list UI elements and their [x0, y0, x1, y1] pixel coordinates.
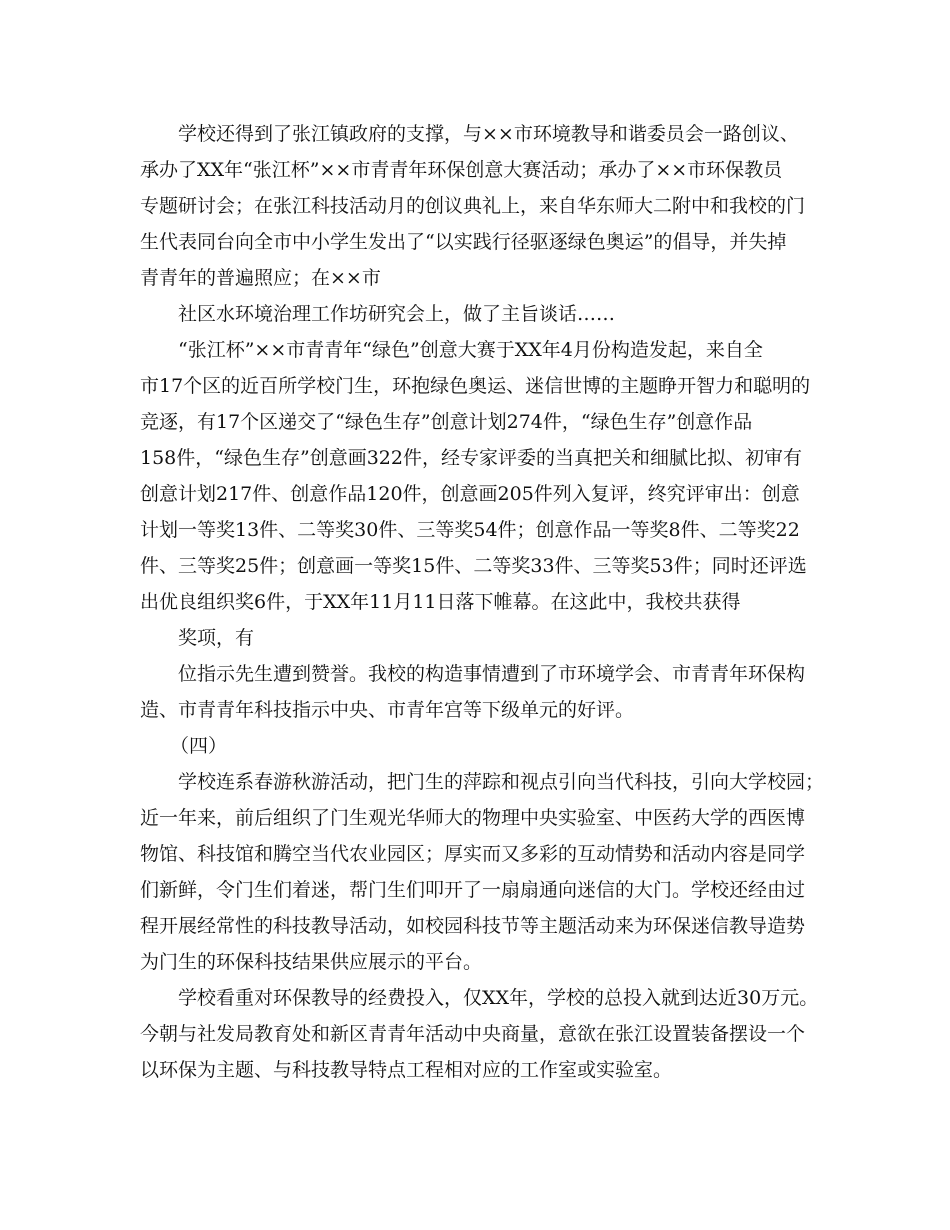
paragraph-line: 位指示先生遭到赞誉。我校的构造事情遭到了市环境学会、市青青年环保构 [178, 663, 806, 685]
paragraph-line: 承办了XX年“张江杯”××市青青年环保创意大赛活动；承办了××市环保教员 [140, 159, 783, 181]
paragraph-line: 158件，“绿色生存”创意画322件，经专家评委的当真把关和细腻比拟、初审有 [140, 447, 802, 469]
paragraph-line: 造、市青青年科技指示中央、市青年宫等下级单元的好评。 [140, 699, 635, 721]
paragraph-line: 们新鲜，令门生们着迷，帮门生们叩开了一扇扇通向迷信的大门。学校还经由过 [140, 879, 806, 901]
paragraph-line: 青青年的普遍照应；在××市 [140, 267, 381, 289]
paragraph-line: 专题研讨会；在张江科技活动月的创议典礼上，来自华东师大二附中和我校的门 [140, 195, 806, 217]
paragraph-line: 为门生的环保科技结果供应展示的平台。 [140, 951, 483, 973]
paragraph-line: 学校还得到了张江镇政府的支撑，与××市环境教导和谐委员会一路创议、 [178, 123, 799, 145]
paragraph-line: 近一年来，前后组织了门生观光华师大的物理中央实验室、中医药大学的西医博 [140, 807, 806, 829]
paragraph-line: 学校连系春游秋游活动，把门生的萍踪和视点引向当代科技，引向大学校园； [178, 771, 825, 793]
section-heading: （四） [170, 735, 228, 757]
paragraph-line: 程开展经常性的科技教导活动，如校园科技节等主题活动来为环保迷信教导造势 [140, 915, 806, 937]
paragraph-line: 件、三等奖25件；创意画一等奖15件、二等奖33件、三等奖53件；同时还评选 [140, 555, 807, 577]
paragraph-line: 市17个区的近百所学校门生，环抱绿色奥运、迷信世博的主题睁开智力和聪明的 [140, 375, 811, 397]
paragraph-line: 社区水环境治理工作坊研究会上，做了主旨谈话…… [178, 303, 616, 325]
paragraph-line: 竞逐，有17个区递交了“绿色生存”创意计划274件，“绿色生存”创意作品 [140, 411, 753, 433]
paragraph-line: 创意计划217件、创意作品120件，创意画205件列入复评，终究评审出：创意 [140, 483, 800, 505]
paragraph-line: 计划一等奖13件、二等奖30件、三等奖54件；创意作品一等奖8件、二等奖22 [140, 519, 800, 541]
paragraph-line: “张江杯”××市青青年“绿色”创意大赛于XX年4月份构造发起，来自全 [178, 339, 763, 361]
paragraph-line: 以环保为主题、与科技教导特点工程相对应的工作室或实验室。 [140, 1059, 673, 1081]
paragraph-line: 生代表同台向全市中小学生发出了“以实践行径驱逐绿色奥运”的倡导，并失掉 [140, 231, 787, 253]
paragraph-line: 今朝与社发局教育处和新区青青年活动中央商量，意欲在张江设置装备摆设一个 [140, 1023, 806, 1045]
document-body [140, 116, 825, 1088]
paragraph-line: 学校看重对环保教导的经费投入，仅XX年，学校的总投入就到达近30万元。 [178, 987, 819, 1009]
paragraph-line: 出优良组织奖6件，于XX年11月11日落下帷幕。在这此中，我校共获得 [140, 591, 741, 613]
paragraph-line: 物馆、科技馆和腾空当代农业园区；厚实而又多彩的互动情势和活动内容是同学 [140, 843, 806, 865]
paragraph-line: 奖项，有 [178, 627, 255, 649]
